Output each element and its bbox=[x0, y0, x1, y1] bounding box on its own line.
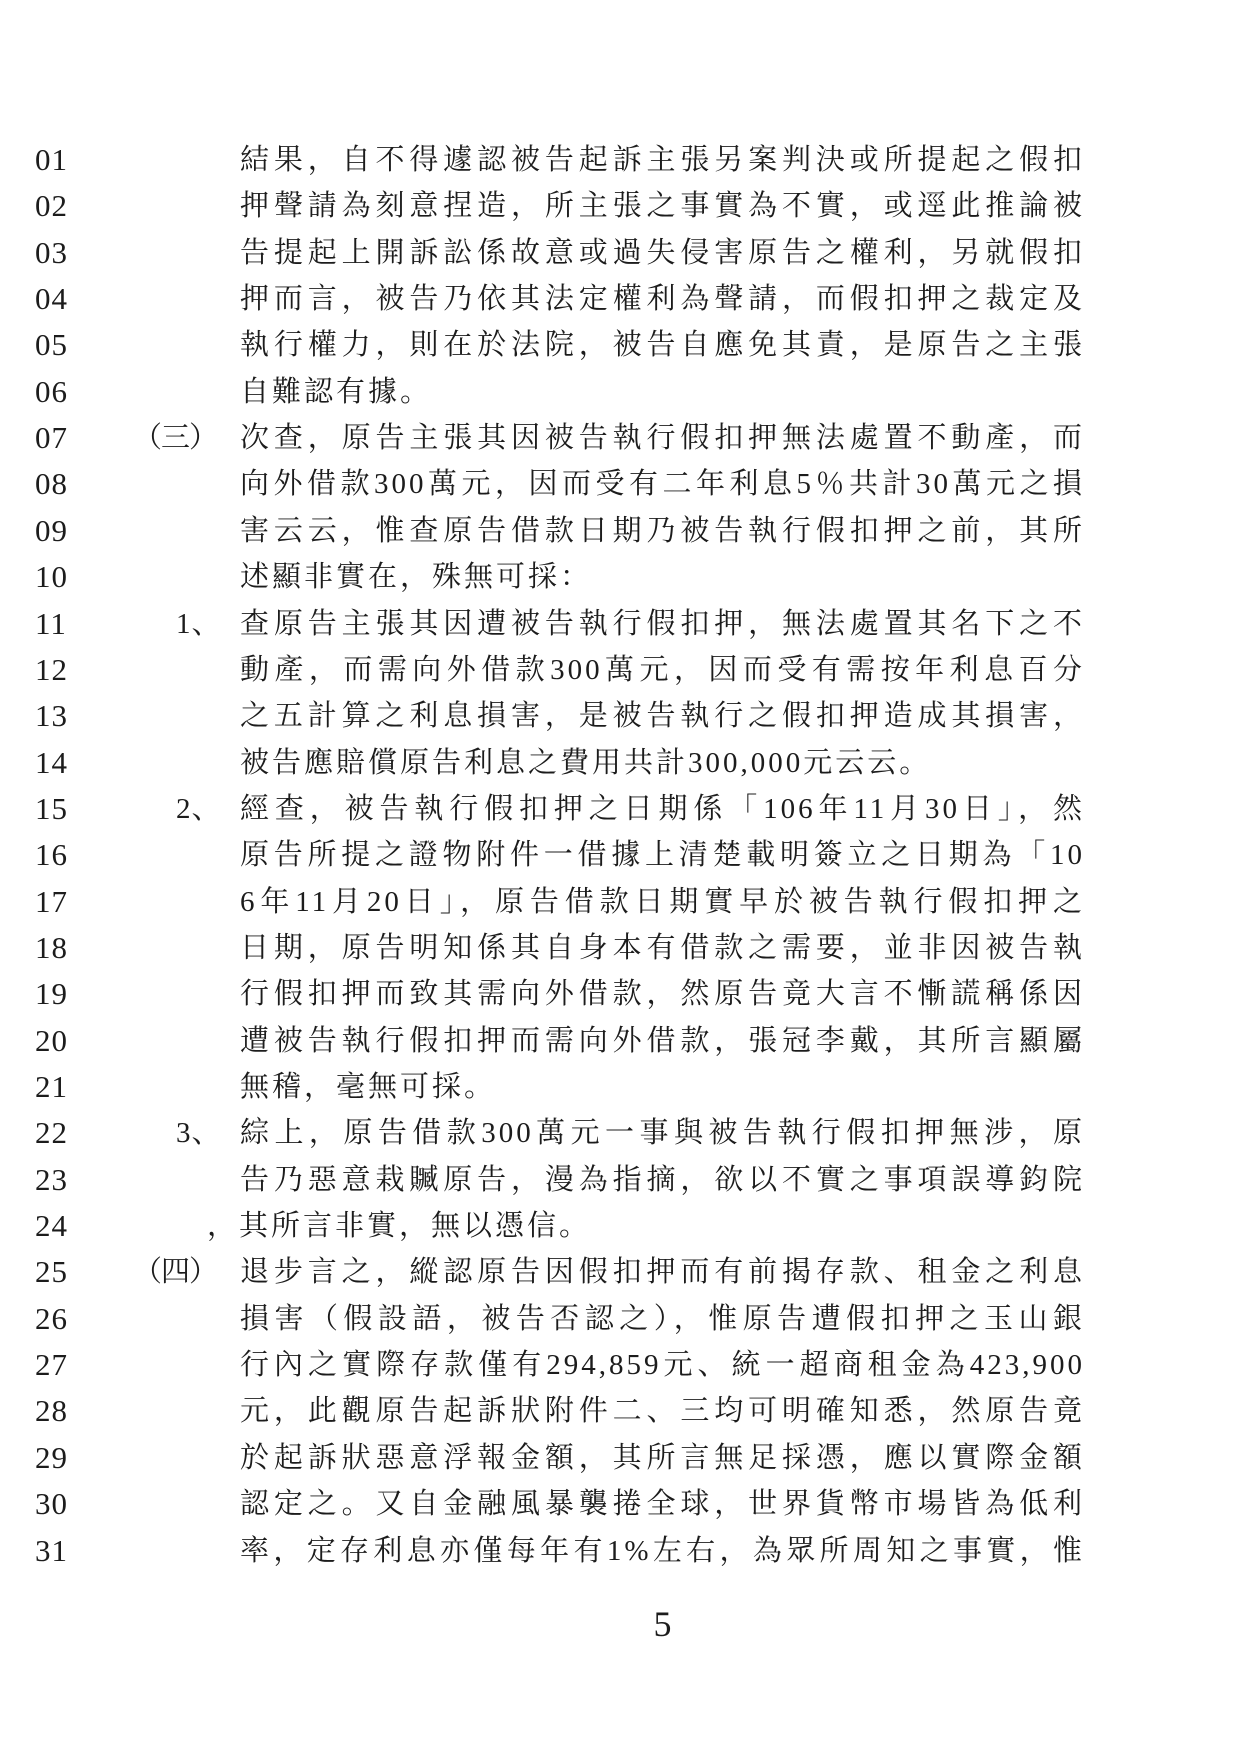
line-number: 30 bbox=[35, 1486, 68, 1522]
line-number: 31 bbox=[35, 1532, 68, 1568]
line-number: 08 bbox=[35, 466, 68, 502]
line-number: 25 bbox=[35, 1254, 68, 1290]
line-text: 押聲請為刻意捏造，所主張之事實為不實，或逕此推論被 bbox=[240, 190, 1085, 223]
document-line bbox=[0, 1251, 1240, 1297]
document-line bbox=[0, 324, 1240, 370]
line-number: 16 bbox=[35, 837, 68, 873]
line-text: 無稽，毫無可採。 bbox=[240, 1071, 497, 1103]
line-text: 之五計算之利息損害，是被告執行之假扣押造成其損害， bbox=[240, 700, 1085, 733]
line-text: 率，定存利息亦僅每年有1%左右，為眾所周知之事實，惟 bbox=[240, 1534, 1085, 1567]
line-number: 04 bbox=[35, 281, 68, 317]
line-text: 元，此觀原告起訴狀附件二、三均可明確知悉，然原告竟 bbox=[240, 1395, 1085, 1428]
document-line bbox=[0, 278, 1240, 324]
document-line bbox=[0, 556, 1240, 602]
page-number: 5 bbox=[653, 1604, 672, 1644]
line-text: ，其所言非實，無以憑信。 bbox=[207, 1210, 592, 1243]
document-line bbox=[0, 742, 1240, 788]
line-text: 告乃惡意栽贓原告，漫為指摘，欲以不實之事項誤導鈞院 bbox=[240, 1163, 1085, 1196]
line-number: 03 bbox=[35, 234, 68, 270]
document-line bbox=[0, 695, 1240, 741]
line-text: 日期，原告明知係其自身本有借款之需要，並非因被告執 bbox=[240, 931, 1085, 964]
document-line bbox=[0, 1483, 1240, 1529]
line-number: 27 bbox=[35, 1347, 68, 1383]
line-text: 押而言，被告乃依其法定權利為聲請，而假扣押之裁定及 bbox=[240, 283, 1085, 316]
line-number: 26 bbox=[35, 1300, 68, 1336]
document-line bbox=[0, 1344, 1240, 1390]
line-number: 09 bbox=[35, 512, 68, 548]
document-line bbox=[0, 788, 1240, 834]
document-line bbox=[0, 927, 1240, 973]
paragraph-marker: 3、 bbox=[176, 1117, 222, 1150]
line-text: 綜上，原告借款300萬元一事與被告執行假扣押無涉，原 bbox=[240, 1117, 1085, 1150]
line-text: 述顯非實在，殊無可採： bbox=[240, 561, 593, 594]
line-text: 動產，而需向外借款300萬元，因而受有需按年利息百分 bbox=[240, 653, 1085, 686]
paragraph-marker: （三） bbox=[133, 422, 218, 455]
line-number: 15 bbox=[35, 790, 68, 826]
line-text: 認定之。又自金融風暴襲捲全球，世界貨幣市場皆為低利 bbox=[240, 1488, 1085, 1521]
document-line bbox=[0, 1390, 1240, 1436]
line-number: 14 bbox=[35, 744, 68, 780]
line-number: 01 bbox=[35, 142, 68, 177]
line-text: 退步言之，縱認原告因假扣押而有前揭存款、租金之利息 bbox=[240, 1256, 1085, 1289]
line-number: 05 bbox=[35, 327, 68, 363]
document-line bbox=[0, 603, 1240, 649]
line-number: 19 bbox=[35, 976, 68, 1012]
line-number: 28 bbox=[35, 1393, 68, 1429]
document-line bbox=[0, 510, 1240, 556]
document-line bbox=[0, 649, 1240, 695]
line-text: 損害（假設語，被告否認之），惟原告遭假扣押之玉山銀 bbox=[240, 1302, 1085, 1335]
document-line bbox=[0, 371, 1240, 417]
line-number: 10 bbox=[35, 559, 68, 595]
line-text: 被告應賠償原告利息之費用共計300,000元云云。 bbox=[240, 746, 932, 779]
line-text: 查原告主張其因遭被告執行假扣押，無法處置其名下之不 bbox=[240, 607, 1085, 640]
paragraph-marker: 2、 bbox=[176, 792, 222, 825]
line-number: 06 bbox=[35, 373, 68, 409]
document-line bbox=[0, 1112, 1240, 1158]
line-number: 17 bbox=[35, 883, 68, 919]
paragraph-marker: 1、 bbox=[176, 607, 222, 640]
document-line bbox=[0, 1298, 1240, 1344]
line-number: 07 bbox=[35, 420, 68, 456]
document-line bbox=[0, 973, 1240, 1019]
line-text: 次查，原告主張其因被告執行假扣押無法處置不動產，而 bbox=[240, 422, 1085, 455]
document-line bbox=[0, 834, 1240, 880]
document-line bbox=[0, 1159, 1240, 1205]
line-number: 21 bbox=[35, 1069, 68, 1104]
line-number: 18 bbox=[35, 929, 68, 965]
line-text: 向外借款300萬元，因而受有二年利息5％共計30萬元之損 bbox=[240, 468, 1085, 501]
document-line bbox=[0, 1530, 1240, 1576]
document-line bbox=[0, 185, 1240, 231]
document-line bbox=[0, 1205, 1240, 1251]
line-text: 原告所提之證物附件一借據上清楚載明簽立之日期為「10 bbox=[240, 839, 1085, 872]
document-line bbox=[0, 1020, 1240, 1066]
line-text: 行假扣押而致其需向外借款，然原告竟大言不慚謊稱係因 bbox=[240, 978, 1085, 1011]
line-number: 29 bbox=[35, 1439, 68, 1475]
document-line bbox=[0, 1437, 1240, 1483]
document-line bbox=[0, 417, 1240, 463]
line-text: 行內之實際存款僅有294,859元、統一超商租金為423,900 bbox=[240, 1349, 1085, 1382]
line-text: 6年11月20日」，原告借款日期實早於被告執行假扣押之 bbox=[240, 885, 1085, 918]
line-text: 告提起上開訴訟係故意或過失侵害原告之權利，另就假扣 bbox=[240, 236, 1085, 269]
line-text: 自難認有據。 bbox=[240, 375, 433, 408]
line-number: 23 bbox=[35, 1161, 68, 1197]
line-text: 執行權力，則在於法院，被告自應免其責，是原告之主張 bbox=[240, 329, 1085, 362]
document-line bbox=[0, 139, 1240, 185]
document-line bbox=[0, 881, 1240, 927]
line-text: 遭被告執行假扣押而需向外借款，張冠李戴，其所言顯屬 bbox=[240, 1024, 1085, 1057]
document-line bbox=[0, 463, 1240, 509]
line-text: 經查，被告執行假扣押之日期係「106年11月30日」，然 bbox=[240, 792, 1085, 825]
line-text: 於起訴狀惡意浮報金額，其所言無足採憑，應以實際金額 bbox=[240, 1441, 1085, 1474]
line-number: 20 bbox=[35, 1022, 68, 1058]
document-line bbox=[0, 232, 1240, 278]
line-number: 12 bbox=[35, 651, 68, 687]
line-number: 24 bbox=[35, 1208, 68, 1244]
line-number: 02 bbox=[35, 188, 68, 224]
line-text: 害云云，惟查原告借款日期乃被告執行假扣押之前，其所 bbox=[240, 514, 1085, 547]
line-number: 13 bbox=[35, 698, 68, 734]
document-line bbox=[0, 1066, 1240, 1112]
line-number: 11 bbox=[35, 605, 67, 641]
paragraph-marker: （四） bbox=[133, 1256, 218, 1289]
line-number: 22 bbox=[35, 1115, 68, 1151]
line-text: 結果，自不得遽認被告起訴主張另案判決或所提起之假扣 bbox=[240, 144, 1085, 176]
